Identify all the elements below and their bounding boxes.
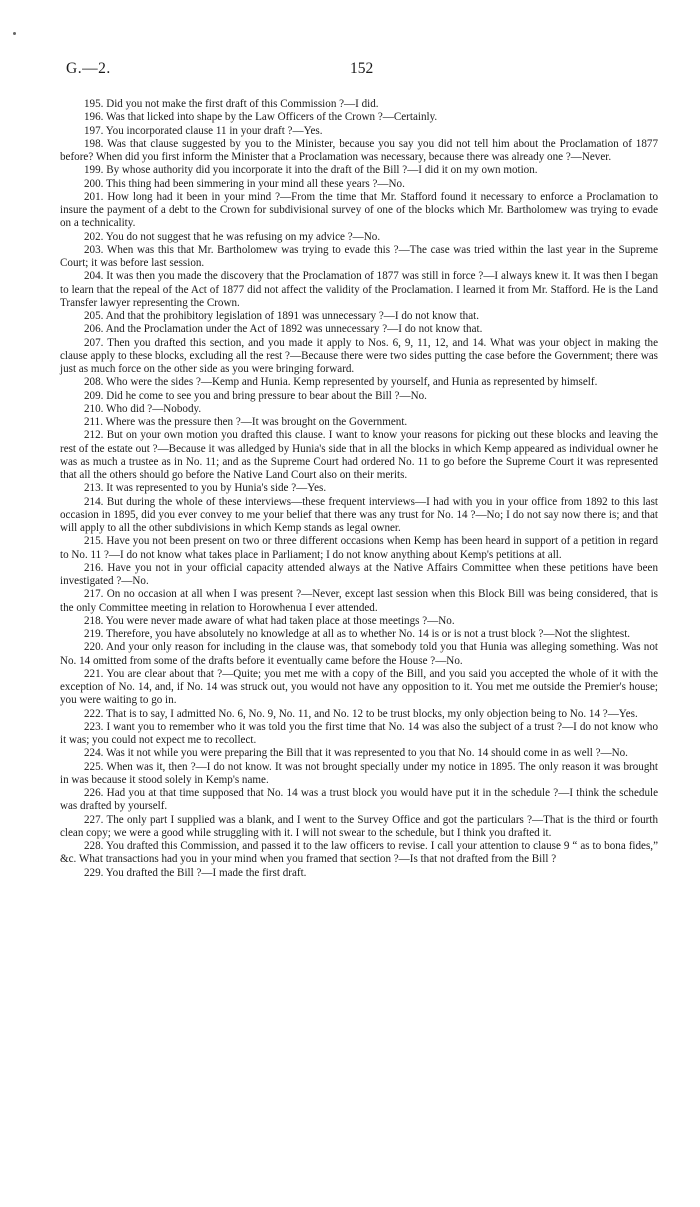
question-215: 215. Have you not been present on two or three different occasions when Kemp has been heard in support of a petition in regard to No. 11 ?—I do not know what takes place in Parliament; I do not know anything about Kemp's petitions at all.: [60, 535, 658, 561]
question-217: 217. On no occasion at all when I was present ?—Never, except last session when this Block Bill was being considered, that is the only Committee meeting in relation to Horowhenua I ever attended.: [60, 588, 658, 614]
question-202: 202. You do not suggest that he was refusing on my advice ?—No.: [84, 230, 381, 243]
question-222: 222. That is to say, I admitted No. 6, No. 9, No. 11, and No. 12 to be trust blocks, my only objection being to No. 14 ?—Yes.: [84, 707, 638, 720]
question-220: 220. And your only reason for including in the clause was, that somebody told you that Hunia was alleging something. Was not No. 14 omitted from some of the drafts before it eventually came before the House ?—No.: [60, 641, 658, 667]
question-199: 199. By whose authority did you incorporate it into the draft of the Bill ?—I did it on my own motion.: [84, 164, 538, 177]
question-200: 200. This thing had been simmering in your mind all these years ?—No.: [84, 177, 405, 190]
question-216: 216. Have you not in your official capacity attended always at the Native Affairs Committee when these petitions have been investigated ?—No.: [60, 561, 658, 587]
scan-speck: [13, 32, 16, 35]
page-number: 152: [350, 60, 374, 77]
question-201: 201. How long had it been in your mind ?—From the time that Mr. Stafford found it necessary to enforce a Proclamation to insure the payment of a debt to the Crown for subdivisional survey of one of the blocks which Mr. Bartholomew was trying to evade on a technicality.: [60, 190, 658, 230]
question-207: 207. Then you drafted this section, and you made it apply to Nos. 6, 9, 11, 12, and 14. What was your object in making the clause apply to these blocks, excluding all the rest ?—Because there were two sides putting the case before the Government; there was just as much force on the other side as you were bringing forward.: [60, 336, 658, 375]
question-198: 198. Was that clause suggested by you to the Minister, because you say you did not tell him about the Proclamation of 1877 before? When did you first inform the Minister that a Proclamation was necessary, because there was already one ?—Never.: [60, 137, 658, 163]
question-209: 209. Did he come to see you and bring pressure to bear about the Bill ?—No.: [84, 389, 427, 402]
question-206: 206. And the Proclamation under the Act of 1892 was unnecessary ?—I do not know that.: [84, 323, 483, 336]
question-228: 228. You drafted this Commission, and passed it to the law officers to revise. I call your attention to clause 9 “ as to bona fides,” &c. What transactions had you in your mind when you framed that section ?—Is that not drafted from the Bill ?: [60, 840, 658, 866]
question-204: 204. It was then you made the discovery that the Proclamation of 1877 was still in force ?—I always knew it. It was then I began to learn that the repeal of the Act of 1877 did not affect the validity of the Proclamation. I learned it from Mr. Stafford. He is the Land Transfer lawyer representing the Crown.: [60, 270, 658, 309]
question-213: 213. It was represented to you by Hunia's side ?—Yes.: [84, 482, 327, 495]
question-208: 208. Who were the sides ?—Kemp and Hunia. Kemp represented by yourself, and Hunia as represented by himself.: [84, 376, 598, 389]
question-197: 197. You incorporated clause 11 in your draft ?—Yes.: [84, 124, 323, 137]
question-223: 223. I want you to remember who it was told you the first time that No. 14 was also the subject of a trust ?—I do not know who it was; you could not expect me to recollect.: [60, 720, 658, 746]
question-211: 211. Where was the pressure then ?—It was brought on the Government.: [84, 416, 408, 428]
question-210: 210. Who did ?—Nobody.: [84, 402, 202, 415]
document-reference: G.—2.: [66, 60, 111, 77]
question-221: 221. You are clear about that ?—Quite; you met me with a copy of the Bill, and you said you accepted the whole of it with the exception of No. 14, and, if No. 14 was struck out, you would not have any opposition to it. You met me outside the Premier's house; you were waiting to go in.: [60, 667, 658, 707]
question-224: 224. Was it not while you were preparing the Bill that it was represented to you that No. 14 should come in as well ?—No.: [84, 747, 628, 760]
page-header: [66, 60, 660, 82]
testimony-body: [60, 98, 658, 880]
question-227: 227. The only part I supplied was a blank, and I went to the Survey Office and got the particulars ?—That is the third or fourth clean copy; we were a good while struggling with it. I will not swear to the schedule, but I think you drafted it.: [60, 813, 658, 839]
question-203: 203. When was this that Mr. Bartholomew was trying to evade this ?—The case was tried within the last year in the Supreme Court; it was before last session.: [60, 243, 658, 269]
question-218: 218. You were never made aware of what had taken place at those meetings ?—No.: [84, 614, 455, 627]
question-219: 219. Therefore, you have absolutely no knowledge at all as to whether No. 14 is or is not a trust block ?—Not the slightest.: [84, 628, 631, 640]
question-212: 212. But on your own motion you drafted this clause. I want to know your reasons for picking out these blocks and leaving the rest of the estate out ?—Because it was alledged by Hunia's side that in all the blocks in which Kemp appeared as individual owner he was as much a trustee as in No. 11; and as the Supreme Court had ordered No. 11 to go before the Supreme Court it was represented that all the others should go before the Native Land Court also on their merits.: [60, 429, 658, 481]
question-225: 225. When was it, then ?—I do not know. It was not brought specially under my notice in 1895. The only reason it was brought in was because it stood solely in Kemp's name.: [60, 760, 658, 786]
question-205: 205. And that the prohibitory legislation of 1891 was unnecessary ?—I do not know that.: [84, 310, 479, 322]
question-226: 226. Had you at that time supposed that No. 14 was a trust block you would have put it in the schedule ?—I think the schedule was drafted by yourself.: [60, 787, 658, 813]
question-196: 196. Was that licked into shape by the Law Officers of the Crown ?—Certainly.: [84, 111, 438, 124]
question-214: 214. But during the whole of these interviews—these frequent interviews—I had with you in your office from 1892 to this last occasion in 1895, did you ever convey to me your belief that there was any trust for No. 14 ?—No; I do not say now there is; and that will apply to all the other subdivisions in which Kemp stands as legal owner.: [60, 495, 658, 534]
question-195: 195. Did you not make the first draft of this Commission ?—I did.: [84, 98, 379, 110]
question-229: 229. You drafted the Bill ?—I made the first draft.: [84, 866, 307, 879]
